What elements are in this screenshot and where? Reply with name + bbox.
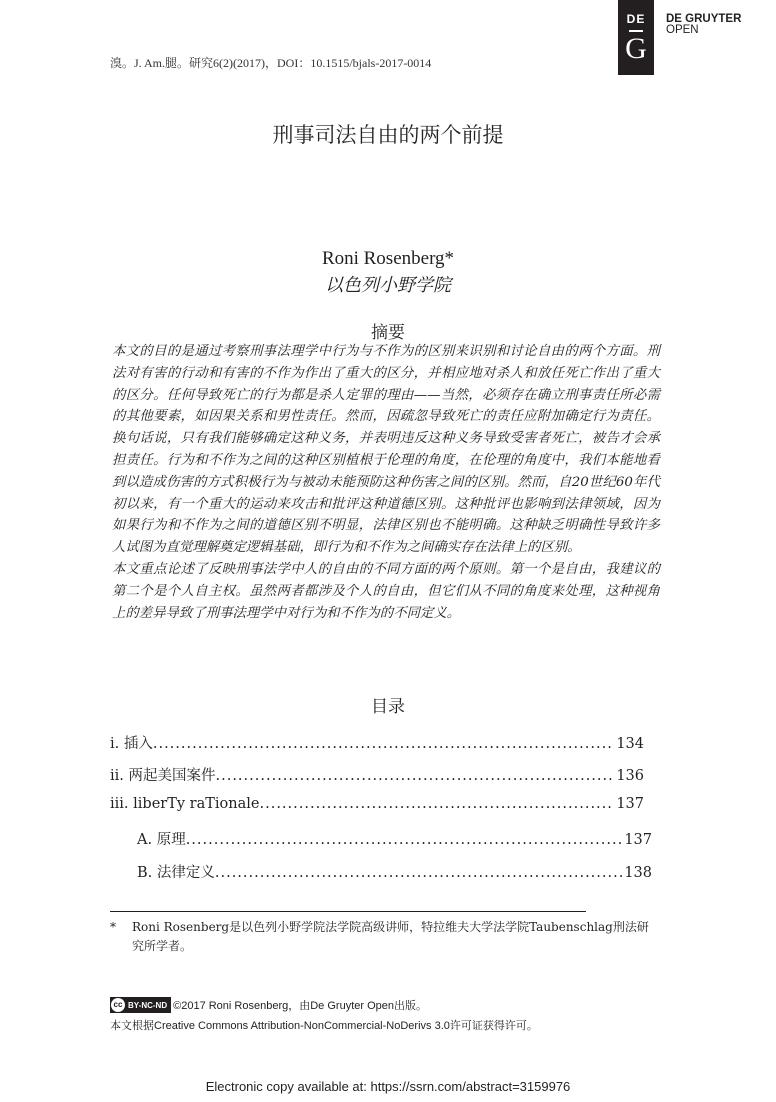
footnote-mark: * [110,920,116,934]
journal-citation: 溴。J. Am.腿。研究6(2)(2017)，DOI：10.1515/bjals-2017-0014 [110,56,432,70]
publisher-name [666,14,741,36]
copyright-line [110,997,427,1013]
abstract-heading: 摘要 [371,323,405,343]
license-statement: 本文根据Creative Commons Attribution-NonCommercial-NoDerivs 3.0许可证获得许可。 [110,1020,538,1032]
toc-leader-dots [215,865,622,881]
copyright-text: ©2017 Roni Rosenberg，由De Gruyter Open出版。 [173,1000,427,1012]
toc-entry-page: 137 [616,796,644,812]
footnote-text: Roni Rosenberg是以色列小野学院法学院高级讲师，特拉维夫大学法学院Taubenschlag刑法研究所学者。 [132,920,649,953]
logo-de-text: DE [626,12,646,26]
ssrn-notice[interactable]: Electronic copy available at: https://ssrn.com/abstract=3159976 [205,1079,571,1094]
toc-entry-label: B. 法律定义 [137,865,215,881]
author-name: Roni Rosenberg* [321,248,455,269]
toc-leader-dots [260,796,615,812]
abstract-paragraph: 本文重点论述了反映刑事法学中人的自由的不同方面的两个原则。第一个是自由，我建议的第二个是个人自主权。虽然两者都涉及个人的自由，但它们从不同的角度来处理，这种视角上的差异导致了刑事法理学中对行为和不作为的不同定义。 [112,561,660,621]
paper-title: 刑事司法自由的两个前提 [272,123,504,147]
author-footnote [110,918,660,956]
toc-heading: 目录 [371,697,405,717]
toc-entry-label: ii. 两起美国案件 [110,768,216,784]
toc-entry-page: 134 [616,736,644,752]
logo-g-text: G [625,32,647,65]
toc-entry-label: iii. liberTy raTionale [110,796,260,812]
toc-entry-page: 137 [624,832,652,848]
cc-license-badge[interactable] [110,997,171,1013]
toc-entry-page: 138 [624,865,652,881]
toc-entry[interactable] [110,732,644,753]
author-affiliation: 以色列小野学院 [325,275,451,296]
toc-leader-dots [216,768,615,784]
toc-entry-label: A. 原理 [137,832,186,848]
toc-entry[interactable] [110,796,644,812]
toc-entry[interactable] [137,828,652,849]
toc-entry-label: i. 插入 [110,736,153,752]
abstract-body [112,341,660,624]
toc-entry[interactable] [137,861,652,882]
publisher-name-line1: DE GRUYTER [666,13,742,25]
toc-leader-dots [153,736,614,752]
publisher-logo-mark [618,0,654,75]
publisher-name-line2: OPEN [666,24,699,36]
abstract-paragraph: 本文的目的是通过考察刑事法理学中行为与不作为的区别来识别和讨论自由的两个方面。刑法对有害的行动和有害的不作为作出了重大的区分，并相应地对杀人和放任死亡作出了重大的区分。任何导致死亡的行为都是杀人定罪的理由——当然，必须存在确立刑事责任所必需的其他要素，如因果关系和男性责任。然而，因疏忽导致死亡的责任应附加确定行为责任。换句话说，只有我们能够确定这种义务，并表明违反这种义务导致受害者死亡，被告才会承担责任。行为和不作为之间的这种区别植根于伦理的角度，在伦理的角度中，我们本能地看到以造成伤害的方式积极行为与被动未能预防这种伤害之间的区别。然而，自20世纪60年代初以来，有一个重大的运动来攻击和批评这种道德区别。这种批评也影响到法律领域，因为如果行为和不作为之间的道德区别不明显，法律区别也不能明确。这种缺乏明确性导致许多人试图为直觉理解奠定逻辑基础，即行为和不作为之间确实存在法律上的区别。 [112,344,660,556]
toc-entry-page: 136 [616,768,644,784]
toc-leader-dots [186,832,623,848]
toc-entry[interactable] [110,764,644,785]
footnote-divider [110,911,586,912]
creative-commons-icon: cc [111,998,125,1012]
cc-badge-label: BY-NC-ND [128,1000,168,1010]
